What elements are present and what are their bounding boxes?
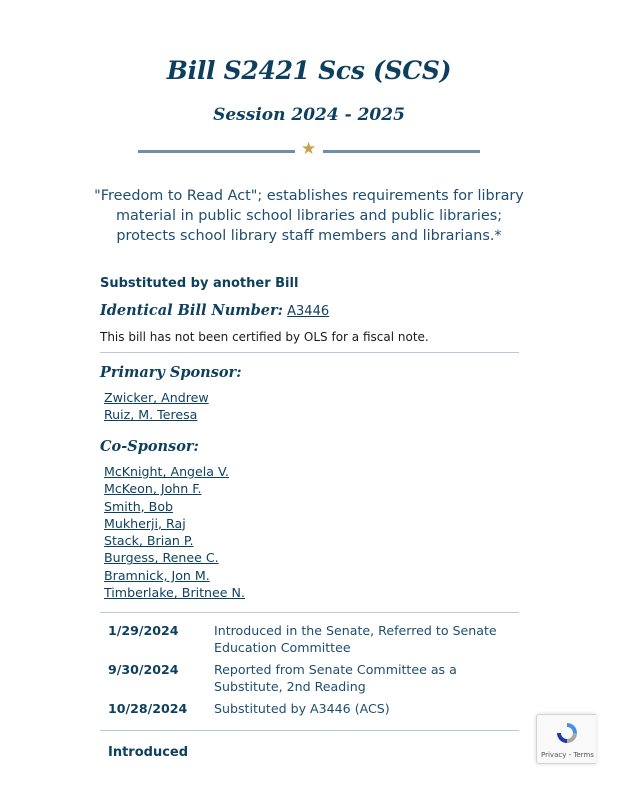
primary-sponsor-list bbox=[104, 389, 209, 424]
session-label: Session 2024 - 2025 bbox=[213, 105, 405, 125]
sponsor-link[interactable]: Bramnick, Jon M. bbox=[104, 567, 210, 583]
history-description: Reported from Senate Committee as a Substitute, 2nd Reading bbox=[214, 662, 457, 694]
sponsor-link[interactable]: Stack, Brian P. bbox=[104, 533, 194, 549]
recaptcha-badge[interactable] bbox=[536, 714, 596, 764]
sponsor-link[interactable]: McKeon, John F. bbox=[104, 481, 202, 497]
sponsor-link[interactable]: Smith, Bob bbox=[104, 498, 174, 514]
introduced-heading[interactable]: Introduced bbox=[108, 745, 189, 760]
sponsor-link[interactable]: Ruiz, M. Teresa bbox=[104, 407, 198, 423]
sponsor-link[interactable]: McKnight, Angela V. bbox=[104, 464, 230, 479]
sponsor-link[interactable]: Burgess, Renee C. bbox=[104, 550, 219, 566]
sponsor-link[interactable]: Zwicker, Andrew bbox=[104, 390, 209, 405]
history-date: 1/29/2024 bbox=[108, 623, 179, 638]
recaptcha-terms[interactable]: Privacy - Terms bbox=[541, 751, 594, 759]
divider-line-right bbox=[323, 150, 480, 153]
history-description: Introduced in the Senate, Referred to Senate Education Committee bbox=[214, 623, 497, 655]
history-row bbox=[100, 622, 519, 656]
bill-status: Substituted by another Bill bbox=[100, 276, 299, 291]
history-date: 10/28/2024 bbox=[108, 701, 188, 716]
fiscal-note: This bill has not been certified by OLS for a fiscal note. bbox=[100, 330, 429, 344]
title-divider bbox=[138, 139, 480, 159]
sponsor-link[interactable]: Timberlake, Britnee N. bbox=[104, 585, 245, 601]
sponsor-link[interactable]: Mukherji, Raj bbox=[104, 515, 186, 531]
bill-synopsis: "Freedom to Read Act"; establishes requirements for library material in public school libraries and public libraries; protects school library staff members and librarians.* bbox=[94, 188, 524, 244]
history-row bbox=[100, 661, 519, 695]
divider bbox=[100, 612, 519, 613]
history-description: Substituted by A3446 (ACS) bbox=[214, 701, 390, 716]
co-sponsor-heading: Co-Sponsor: bbox=[100, 438, 199, 455]
divider bbox=[100, 352, 519, 353]
history-row bbox=[100, 700, 519, 717]
divider bbox=[100, 730, 519, 731]
primary-sponsor-heading: Primary Sponsor: bbox=[100, 364, 242, 381]
history-date: 9/30/2024 bbox=[108, 662, 179, 677]
identical-bill-link[interactable]: A3446 bbox=[287, 304, 330, 319]
co-sponsor-list bbox=[104, 463, 245, 601]
bill-history bbox=[100, 622, 519, 722]
star-icon: ★ bbox=[301, 139, 317, 159]
identical-bill-label: Identical Bill Number: bbox=[100, 302, 283, 319]
bill-title: Bill S2421 Scs (SCS) bbox=[166, 56, 452, 85]
divider-line-left bbox=[138, 150, 295, 153]
identical-bill bbox=[100, 302, 329, 319]
recaptcha-icon bbox=[555, 721, 579, 745]
